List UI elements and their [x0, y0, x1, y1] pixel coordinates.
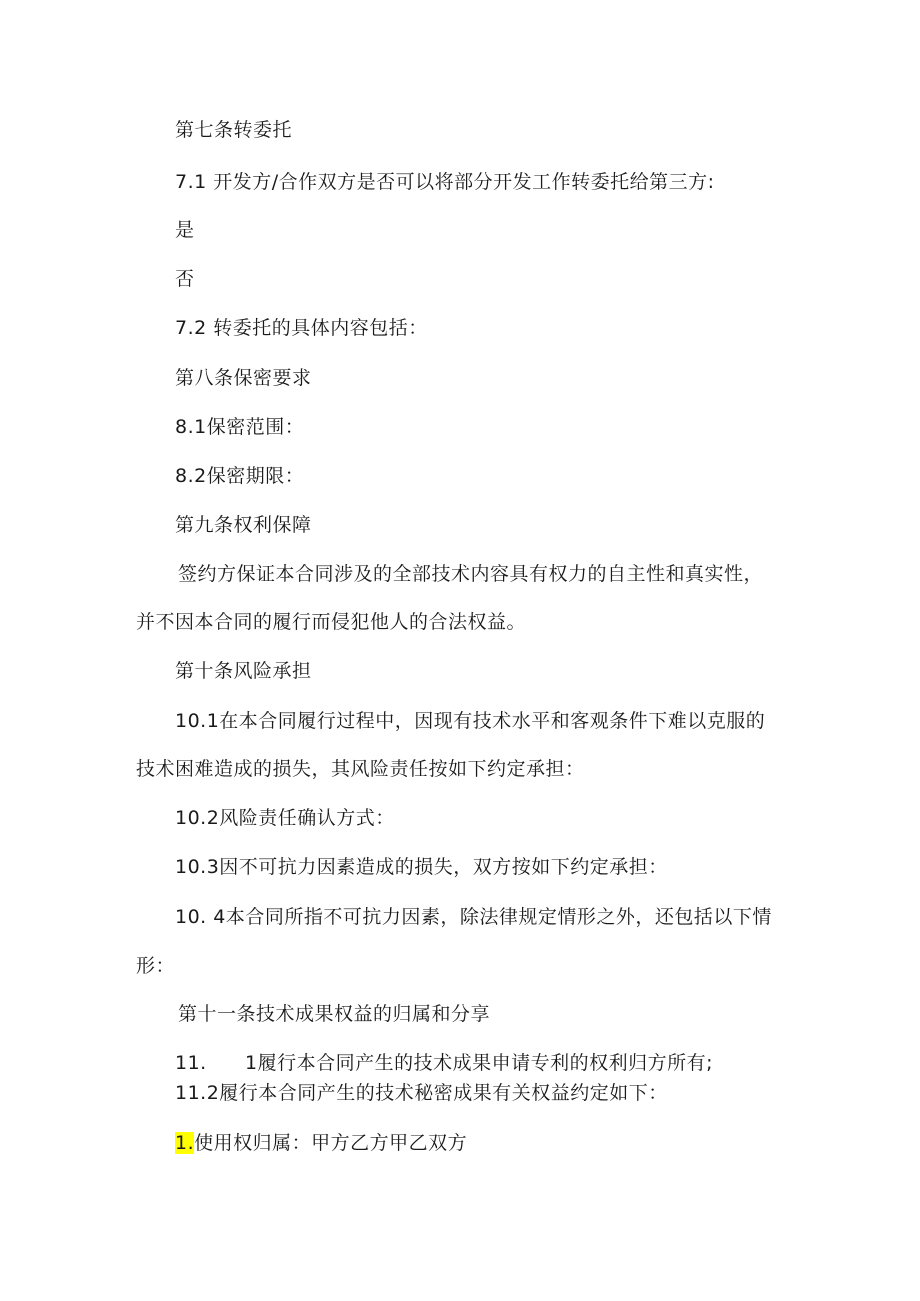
- option-yes: 是: [175, 219, 195, 241]
- article-7-title: 第七条转委托: [175, 119, 293, 141]
- clause-11-2: 11.2履行本合同产生的技术秘密成果有关权益约定如下：: [175, 1082, 668, 1104]
- clause-10-1-line-2: 技术困难造成的损失，其风险责任按如下约定承担：: [136, 758, 585, 780]
- article-10-title: 第十条风险承担: [175, 660, 312, 682]
- clause-8-1: 8.1保密范围：: [175, 416, 305, 438]
- item-1-number-highlight: 1.: [175, 1132, 195, 1154]
- clause-8-2: 8.2保密期限：: [175, 465, 305, 487]
- clause-7-2: 7.2 转委托的具体内容包括：: [175, 317, 428, 339]
- article-9-title: 第九条权利保障: [175, 514, 312, 536]
- clause-10-2: 10.2风险责任确认方式：: [175, 807, 395, 829]
- article-8-title: 第八条保密要求: [175, 367, 312, 389]
- clause-10-4-line-1: 10. 4本合同所指不可抗力因素，除法律规定情形之外，还包括以下情: [175, 906, 772, 928]
- option-no: 否: [175, 268, 195, 290]
- article-9-body-line-1: 签约方保证本合同涉及的全部技术内容具有权力的自主性和真实性，: [178, 563, 764, 585]
- clause-10-1-line-1: 10.1在本合同履行过程中，因现有技术水平和客观条件下难以克服的: [175, 710, 766, 732]
- clause-11-1-text: 1履行本合同产生的技术成果申请专利的权利归方所有;: [245, 1052, 713, 1074]
- clause-11-1-number: 11.: [175, 1052, 207, 1074]
- clause-10-4-line-2: 形：: [136, 955, 176, 977]
- item-1-text: 使用权归属：甲方乙方甲乙双方: [194, 1132, 468, 1154]
- clause-7-1: 7.1 开发方/合作双方是否可以将部分开发工作转委托给第三方:: [175, 171, 715, 193]
- article-11-title: 第十一条技术成果权益的归属和分享: [178, 1003, 491, 1025]
- article-9-body-line-2: 并不因本合同的履行而侵犯他人的合法权益。: [136, 611, 527, 633]
- clause-10-3: 10.3因不可抗力因素造成的损失，双方按如下约定承担：: [175, 856, 668, 878]
- item-1: [175, 1131, 467, 1155]
